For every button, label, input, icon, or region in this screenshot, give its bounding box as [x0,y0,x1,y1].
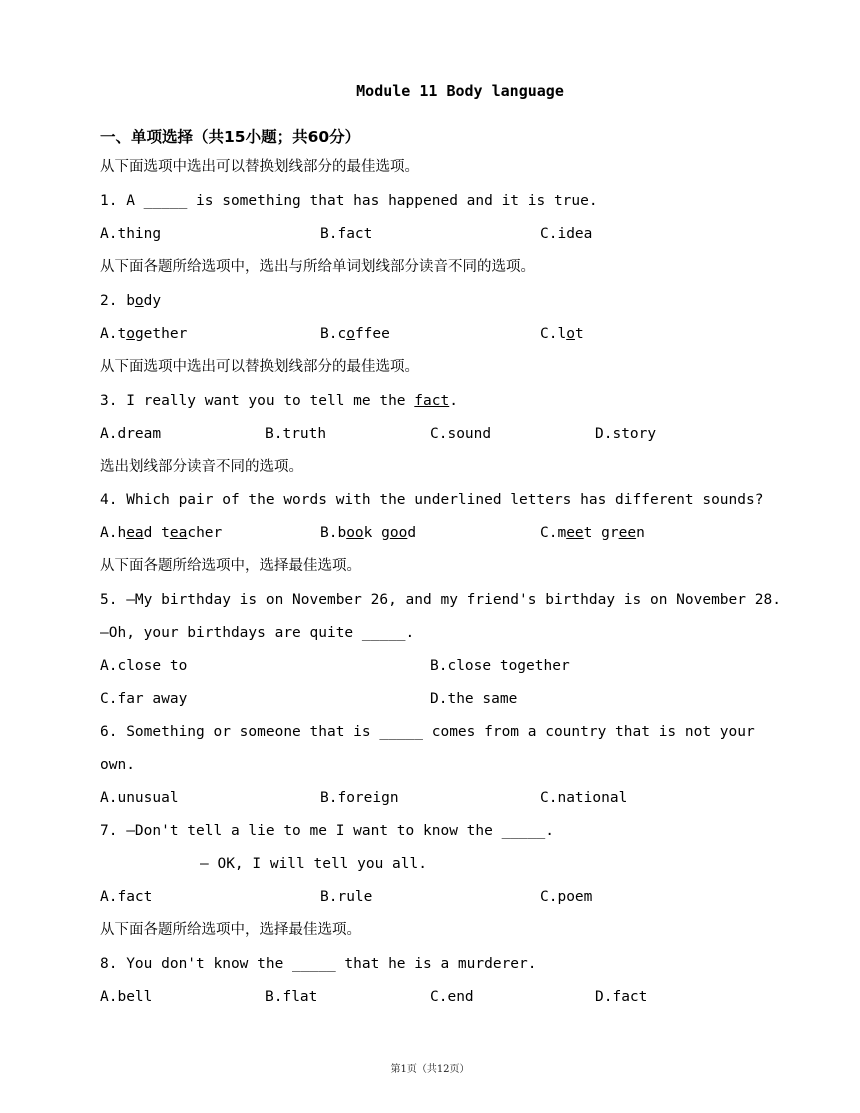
q6-option-a: A.unusual [100,790,179,806]
instruction: 从下面各题所给选项中，选出与所给单词划线部分读音不同的选项。 [100,259,535,275]
q8-option-d: D.fact [595,989,648,1005]
instruction: 从下面选项中选出可以替换划线部分的最佳选项。 [100,159,419,175]
page-footer: 第1页（共12页） [390,1064,470,1075]
q4-option-a: A.head teacher [100,525,223,541]
instruction: 从下面各题所给选项中，选择最佳选项。 [100,922,361,938]
q7-option-a: A.fact [100,889,153,905]
q1-option-c: C.idea [540,226,593,242]
question-5-line-2: —Oh, your birthdays are quite _____. [100,625,415,641]
section-heading: 一、单项选择（共15小题；共60分） [100,128,361,146]
question-8: 8. You don't know the _____ that he is a murderer. [100,956,537,972]
instruction: 从下面选项中选出可以替换划线部分的最佳选项。 [100,359,419,375]
question-3: 3. I really want you to tell me the fact. [100,393,458,409]
q7-option-b: B.rule [320,889,373,905]
q2-option-b: B.coffee [320,326,390,342]
q3-option-c: C.sound [430,426,492,442]
q2-option-c: C.lot [540,326,584,342]
q3-option-d: D.story [595,426,657,442]
page-title: Module 11 Body language [356,82,564,100]
q6-option-c: C.national [540,790,628,806]
question-2: 2. body [100,293,162,309]
question-7-line-2: — OK, I will tell you all. [200,856,427,872]
q5-option-b: B.close together [430,658,570,674]
q8-option-a: A.bell [100,989,153,1005]
question-6-line-2: own. [100,757,135,773]
q7-option-c: C.poem [540,889,593,905]
q5-option-a: A.close to [100,658,188,674]
q3-option-a: A.dream [100,426,162,442]
instruction: 从下面各题所给选项中，选择最佳选项。 [100,558,361,574]
question-6-line-1: 6. Something or someone that is _____ comes from a country that is not your [100,724,755,740]
q1-option-a: A.thing [100,226,162,242]
q8-option-c: C.end [430,989,474,1005]
q4-option-b: B.book good [320,525,417,541]
instruction: 选出划线部分读音不同的选项。 [100,459,303,475]
q1-option-b: B.fact [320,226,373,242]
q2-option-a: A.together [100,326,188,342]
q4-option-c: C.meet green [540,525,645,541]
q5-option-d: D.the same [430,691,518,707]
q3-option-b: B.truth [265,426,327,442]
q8-option-b: B.flat [265,989,318,1005]
q5-option-c: C.far away [100,691,188,707]
question-5-line-1: 5. —My birthday is on November 26, and my friend's birthday is on November 28. [100,592,781,608]
question-4: 4. Which pair of the words with the underlined letters has different sounds? [100,492,764,508]
q6-option-b: B.foreign [320,790,399,806]
question-7-line-1: 7. —Don't tell a lie to me I want to know the _____. [100,823,554,839]
question-1: 1. A _____ is something that has happened and it is true. [100,193,598,209]
